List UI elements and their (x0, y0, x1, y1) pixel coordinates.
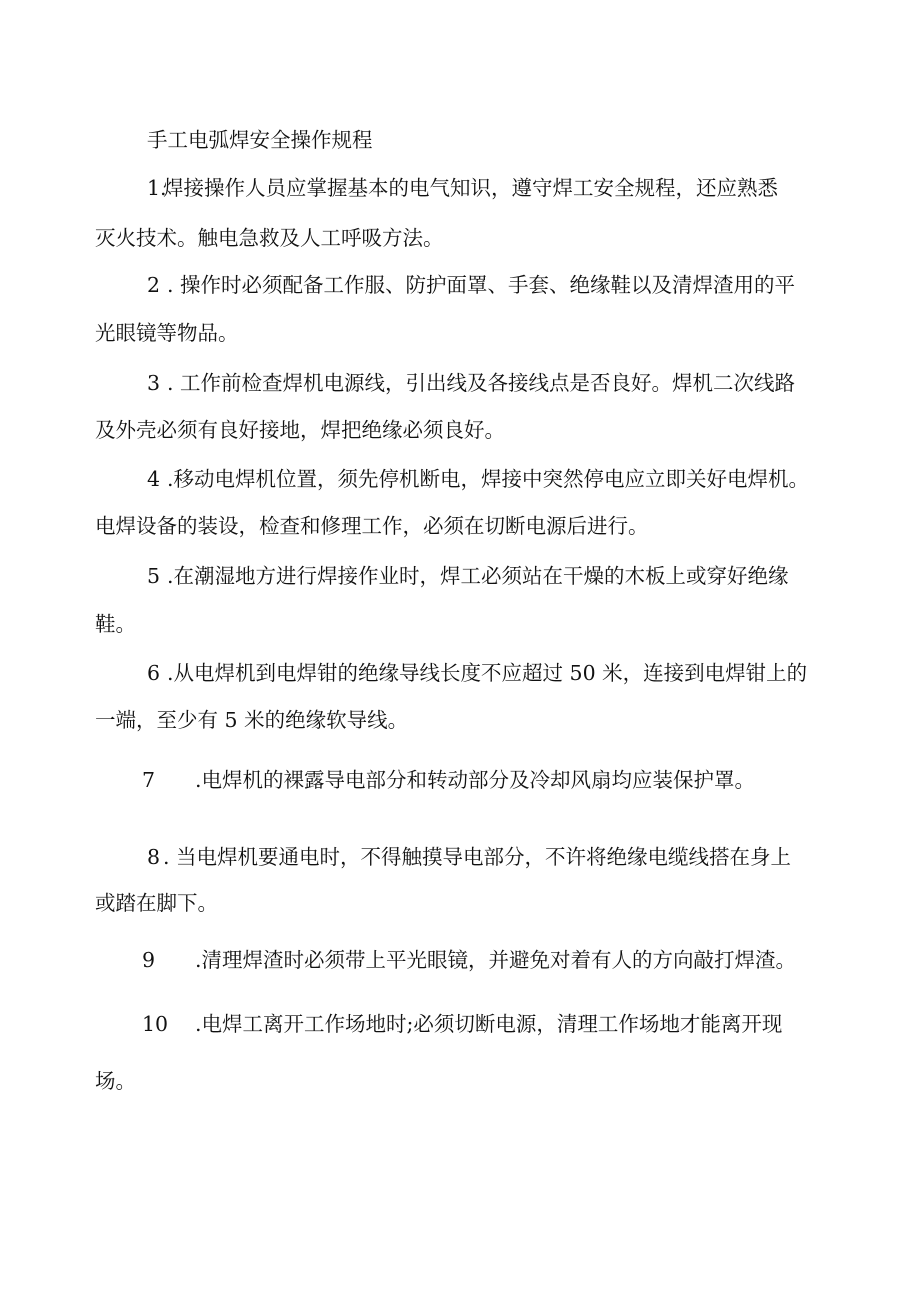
item-number: 6 (147, 661, 161, 685)
item-text-line1: . 当电焊机要通电时，不得触摸导电部分，不许将绝缘电缆线搭在身上 (163, 845, 792, 869)
item-text-line2: 光眼镜等物品。 (95, 321, 239, 345)
item-text-line1: .移动电焊机位置，须先停机断电，焊接中突然停电应立即关好电焊机。 (167, 467, 810, 491)
item-number: 1. (147, 176, 167, 200)
item-text-line2: 场。 (95, 1069, 136, 1093)
item-text-line2: 及外壳必须有良好接地，焊把绝缘必须良好。 (95, 418, 505, 442)
item-text-line1: .电焊机的裸露导电部分和转动部分及冷却风扇均应装保护罩。 (195, 768, 756, 792)
item-text-line2: 或踏在脚下。 (95, 891, 218, 915)
item-text-line2: 一端，至少有 5 米的绝缘软导线。 (95, 708, 409, 732)
document-title: 手工电弧焊安全操作规程 (147, 128, 373, 152)
item-number: 7 (142, 768, 156, 792)
item-number: 3 (147, 371, 161, 395)
item-text-line2: 灭火技术。触电急救及人工呼吸方法。 (95, 226, 444, 250)
item-number: 8 (147, 845, 161, 869)
item-text-line1: 焊接操作人员应掌握基本的电气知识，遵守焊工安全规程，还应熟悉 (163, 176, 778, 200)
item-text-line1: . 工作前检查焊机电源线，引出线及各接线点是否良好。焊机二次线路 (167, 371, 796, 395)
item-number: 5 (147, 564, 161, 588)
item-text-line1: .电焊工离开工作场地时;必须切断电源，清理工作场地才能离开现 (195, 1012, 783, 1036)
item-text-line2: 电焊设备的装设，检查和修理工作，必须在切断电源后进行。 (95, 514, 649, 538)
item-text-line1: .在潮湿地方进行焊接作业时，焊工必须站在干燥的木板上或穿好绝缘 (167, 564, 789, 588)
item-number: 9 (142, 948, 156, 972)
item-number: 2 (147, 273, 161, 297)
item-number: 4 (147, 467, 161, 491)
item-number: 10 (142, 1012, 169, 1036)
item-text-line2: 鞋。 (95, 612, 136, 636)
item-text-line1: . 操作时必须配备工作服、防护面罩、手套、绝缘鞋以及清焊渣用的平 (167, 273, 796, 297)
item-text-line1: .清理焊渣时必须带上平光眼镜，并避免对着有人的方向敲打焊渣。 (195, 948, 797, 972)
item-text-line1: .从电焊机到电焊钳的绝缘导线长度不应超过 50 米，连接到电焊钳上的 (167, 661, 808, 685)
